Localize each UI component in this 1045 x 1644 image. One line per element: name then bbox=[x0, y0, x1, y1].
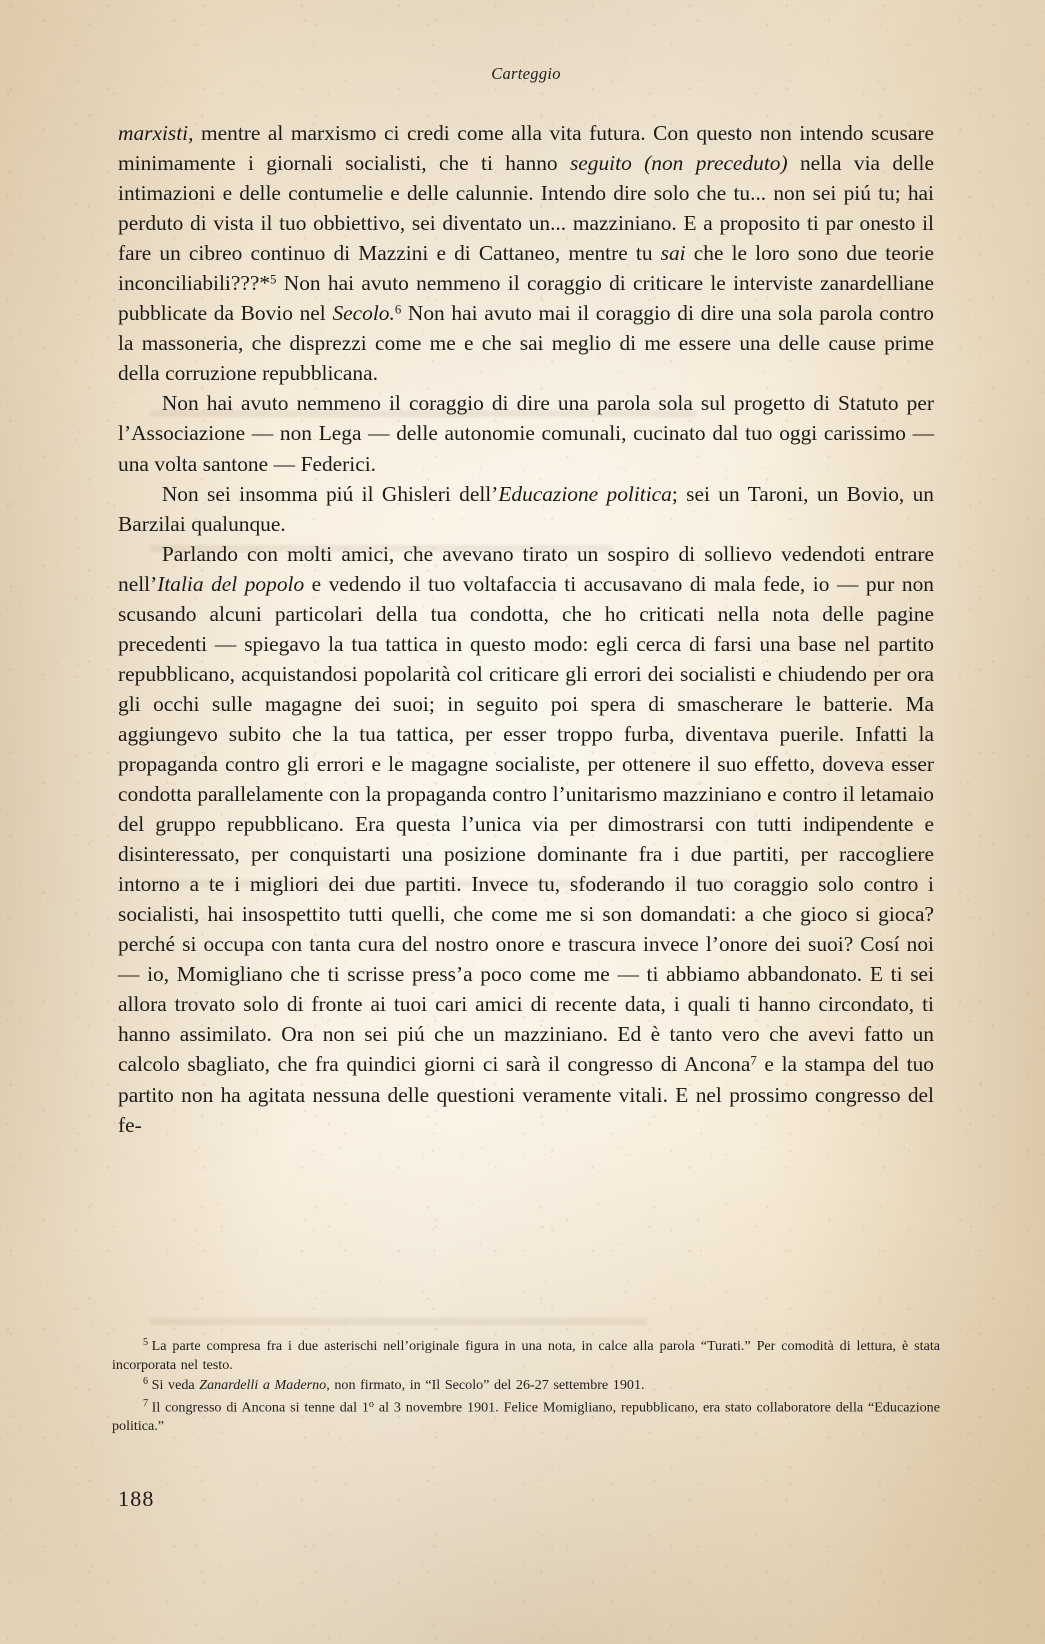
footnote-number: 6 bbox=[143, 1375, 149, 1387]
body-paragraph bbox=[118, 388, 934, 478]
text-run: Non hai avuto mai il coraggio di dire una sola parola contro la massoneria, che disprezzi come me e che sai meglio di me essere una delle cause prime della corruzione repubblicana. bbox=[118, 301, 934, 386]
text-run: nella via delle intimazioni e delle contumelie e delle calunnie. Intendo dire solo che tu... non sei piú tu; hai perduto di vista il tuo obbiettivo, sei diventato un... mazziniano. E a proposito ti par onesto il fare un cibreo continuo di Mazzini e di Cattaneo, mentre tu bbox=[118, 151, 934, 266]
body-text-block bbox=[118, 118, 934, 1140]
text-run: La parte compresa fra i due asterischi nell’originale figura in una nota, in calce alla parola “Turati.” Per comodità di lettura, è stata incorporata nel testo. bbox=[112, 1338, 940, 1374]
text-run: Non sei insomma piú il Ghisleri dell’ bbox=[161, 481, 499, 506]
italic-run: marxisti, bbox=[118, 121, 194, 145]
body-paragraph bbox=[118, 539, 934, 1140]
page-number: 188 bbox=[118, 1486, 155, 1511]
footnote-number: 7 bbox=[143, 1398, 149, 1410]
body-paragraph bbox=[118, 479, 934, 539]
footnote-item bbox=[112, 1395, 940, 1437]
footnote-item bbox=[112, 1376, 940, 1395]
ordinal-indicator: o bbox=[368, 1398, 374, 1410]
text-run: che le loro sono due teorie inconciliabili???* bbox=[118, 241, 934, 296]
running-head: Carteggio bbox=[491, 64, 561, 83]
italic-run: seguito (non preceduto) bbox=[569, 151, 788, 176]
footnote-item bbox=[112, 1337, 940, 1376]
footnote-reference-marker: 7 bbox=[750, 1053, 757, 1068]
footnote-reference-marker: 5 bbox=[270, 272, 277, 287]
text-run: Il congresso di Ancona si tenne dal 1 bbox=[151, 1399, 369, 1416]
text-run: Parlando con molti amici, che avevano tirato un sospiro di sollievo vedendoti entrare nell’ bbox=[118, 541, 934, 596]
italic-run: Zanardelli a Maderno bbox=[199, 1376, 327, 1393]
text-run: e la stampa del tuo partito non ha agitata nessuna delle questioni veramente vitali. E nel prossimo congresso del fe- bbox=[118, 1052, 934, 1137]
text-run: Non hai avuto nemmeno il coraggio di criticare le interviste zanardelliane pubblicate da Bovio nel bbox=[118, 271, 934, 326]
italic-run: Secolo. bbox=[332, 301, 395, 326]
text-run: , non firmato, in “Il Secolo” del 26-27 settembre 1901. bbox=[326, 1376, 645, 1393]
text-run: mentre al marxismo ci credi come alla vita futura. Con questo non intendo scusare minimamente i giornali socialisti, che ti hanno bbox=[118, 121, 934, 176]
text-run: ; sei un Taroni, un Bovio, un Barzilai qualunque. bbox=[118, 481, 935, 536]
text-run: Non hai avuto nemmeno il coraggio di dire una parola sola sul progetto di Statuto per l’Associazione — non Lega — delle autonomie comunali, cucinato dal tuo oggi carissimo — una volta santone — Federici. bbox=[118, 391, 934, 476]
text-run: e vedendo il tuo voltafaccia ti accusavano di mala fede, io — pur non scusando alcuni particolari della tua condotta, che ho criticati nella nota delle pagine precedenti — spiegavo la tua tattica in questo modo: egli cerca di farsi una base nel partito repubblicano, acquistandosi popolarità col criticare gli errori dei socialisti e chiudendo per ora gli occhi sulle magagne dei suoi; in seguito poi spera di smascherare le batterie. Ma aggiungevo subito che la tua tattica, per esser troppo furba, diventava puerile. Infatti la propaganda contro gli errori e le magagne socialiste, per ottenere il suo effetto, doveva esser condotta parallelamente con la propaganda contro l’unitarismo mazziniano e contro il letamaio del gruppo repubblicano. Era questa l’unica via per dimostrarsi con tutti indipendente e disinteressato, per conquistarti una posizione dominante fra i due partiti, per raccogliere intorno a te i migliori dei due partiti. Invece tu, sfoderando il tuo coraggio solo contro i socialisti, hai insospettito tutti quelli, che come me si son domandati: a che gioco si gioca? perché si occupa con tanta cura del nostro onore e trascura invece l’onore dei suoi? Cosí noi — io, Momigliano che ti scrisse press’a poco come me — ti abbiamo abbandonato. E ti sei allora trovato solo di fronte ai tuoi cari amici di recente data, i quali ti hanno circondato, ti hanno assimilato. Ora non sei piú che un mazziniano. Ed è tanto vero che avevi fatto un calcolo sbagliato, che fra quindici giorni ci sarà il congresso di Ancona bbox=[118, 571, 934, 1077]
footnote-reference-marker: 6 bbox=[394, 302, 402, 317]
italic-run: Educazione politica bbox=[498, 481, 672, 506]
footnotes-block bbox=[112, 1337, 940, 1437]
footnote-number: 5 bbox=[143, 1337, 149, 1349]
text-run: al 3 novembre 1901. Felice Momigliano, repubblicano, era stato collaboratore della “Educazione politica.” bbox=[112, 1399, 940, 1435]
italic-run: sai bbox=[660, 241, 686, 266]
page-content bbox=[112, 0, 940, 1644]
body-paragraph bbox=[118, 118, 934, 388]
italic-run: Italia del popolo bbox=[157, 571, 305, 596]
text-run: Si veda bbox=[151, 1376, 200, 1393]
